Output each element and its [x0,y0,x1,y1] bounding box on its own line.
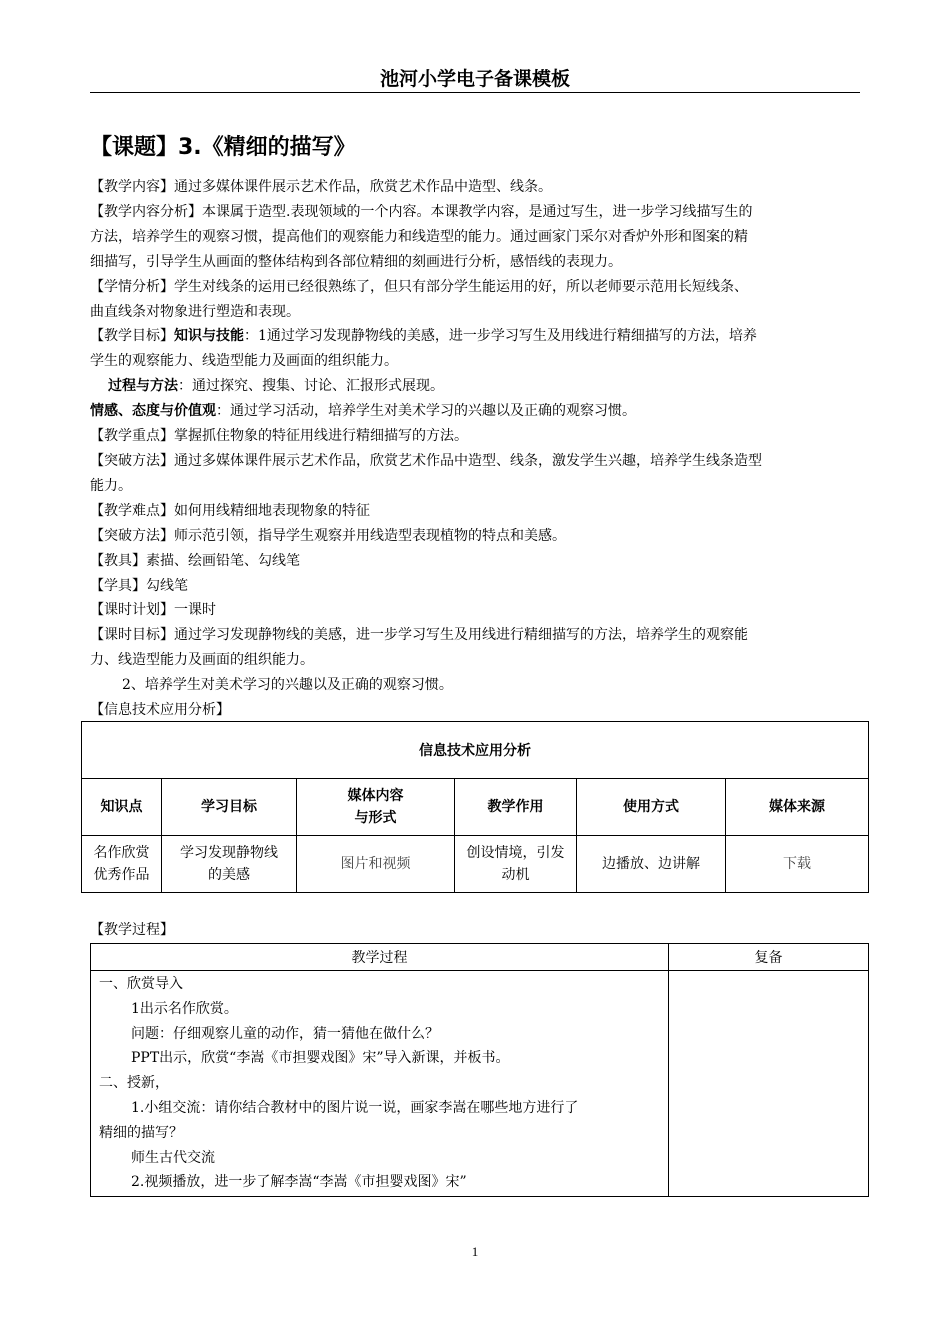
process-line: 精细的描写？ [99,1124,183,1141]
header-goal: 学习目标 [162,779,297,836]
breakthrough-method-line: 能力。 [90,477,132,494]
it-analysis-label: 【信息技术应用分析】 [90,702,230,719]
cell-role [455,836,577,893]
header-role: 教学作用 [455,779,577,836]
breakthrough-method-line: 【突破方法】通过多媒体课件展示艺术作品，欣赏艺术作品中造型、线条，激发学生兴趣，培养学生线条造型 [90,452,762,469]
header-source: 媒体来源 [726,779,869,836]
class-goal-line: 力、线造型能力及画面的组织能力。 [90,652,314,669]
class-goal-line: 【课时目标】通过学习发现静物线的美感，进一步学习写生及用线进行精细描写的方法，培养学生的观察能 [90,627,748,644]
content-analysis-line: 细描写，引导学生从画面的整体结构到各部位精细的刻画进行分析，感悟线的表现力。 [90,253,622,270]
header-media [297,779,455,836]
header-usage: 使用方式 [577,779,726,836]
process-table [90,943,869,1197]
lesson-title: 【课题】3.《精细的描写》 [90,135,356,160]
process-header-main: 教学过程 [91,944,669,971]
class-plan: 【课时计划】一课时 [90,602,216,619]
process-method-label: 过程与方法 [108,378,178,395]
process-label: 【教学过程】 [90,922,174,938]
page-number: 1 [471,1244,479,1259]
teaching-goal-line: 学生的观察能力、线造型能力及画面的组织能力。 [90,353,398,370]
process-line: 一、欣赏导入 [99,976,183,992]
process-line: 师生古代交流 [131,1149,215,1166]
cell-goal [162,836,297,893]
breakthrough-method-2: 【突破方法】师示范引领，指导学生观察并用线造型表现植物的特点和美感。 [90,527,566,544]
cell-goal-line1: 学习发现静物线 [180,845,278,861]
teaching-goal-line [90,324,865,349]
header-media-line1: 媒体内容 [347,788,404,804]
difficulty: 【教学难点】如何用线精细地表现物象的特征 [90,502,370,519]
process-line: 二、授新， [99,1075,169,1092]
process-line: PPT出示，欣赏“李嵩《市担婴戏图》宋”导入新课，并板书。 [131,1050,510,1067]
emotion-values-text: ：通过学习活动，培养学生对美术学习的兴趣以及正确的观察习惯。 [216,403,636,420]
lesson-content [90,175,865,723]
emotion-values-line [90,399,865,424]
cell-role-line2: 动机 [501,867,530,883]
cell-source: 下载 [726,836,869,893]
cell-role-line1: 创设情境，引发 [466,845,565,861]
student-tools: 【学具】勾线笔 [90,577,188,594]
header-title: 池河小学电子备课模板 [379,68,570,90]
process-line: 1出示名作欣赏。 [131,1000,238,1017]
cell-usage: 边播放、边讲解 [577,836,726,893]
process-method-line [90,374,865,399]
process-line: 2.视频播放，进一步了解李嵩“李嵩《市担婴戏图》宋” [131,1174,467,1191]
header-rule [90,92,860,93]
student-analysis-line: 【学情分析】学生对线条的运用已经很熟练了，但只有部分学生能运用的好，所以老师要示范用长短线条、 [90,278,748,295]
emotion-values-label: 情感、态度与价值观 [90,403,216,420]
cell-knowledge [82,836,162,893]
content-analysis-line: 【教学内容分析】本课属于造型.表现领域的一个内容。本课教学内容，是通过写生，进一步学习线描写生的 [90,203,753,220]
cell-knowledge-line1: 名作欣赏 [93,845,150,861]
header-media-line2: 与形式 [354,810,397,826]
cell-knowledge-line2: 优秀作品 [93,867,150,883]
student-analysis-line: 曲直线条对物象进行塑造和表现。 [90,303,300,320]
info-table-caption: 信息技术应用分析 [82,722,869,779]
key-point: 【教学重点】掌握抓住物象的特征用线进行精细描写的方法。 [90,428,468,445]
goal-prefix: 【教学目标】 [90,328,174,345]
info-tech-table [81,721,869,893]
cell-goal-line2: 的美感 [208,867,250,883]
teaching-content: 【教学内容】通过多媒体课件展示艺术作品，欣赏艺术作品中造型、线条。 [90,179,552,195]
cell-media: 图片和视频 [297,836,455,893]
process-body-cell [91,971,669,1197]
process-header-side: 复备 [669,944,869,971]
process-method-text: ：通过探究、搜集、讨论、汇报形式展现。 [178,378,444,395]
class-goal-line: 2、培养学生对美术学习的兴趣以及正确的观察习惯。 [122,677,453,694]
goal-knowledge-label: 知识与技能 [174,328,244,345]
header-knowledge: 知识点 [82,779,162,836]
process-line: 1.小组交流：请你结合教材中的图片说一说，画家李嵩在哪些地方进行了 [131,1099,579,1116]
goal-knowledge-text: ：1通过学习发现静物线的美感，进一步学习写生及用线进行精细描写的方法，培养 [244,328,757,345]
process-review-cell [669,971,869,1197]
teaching-tools: 【教具】素描、绘画铅笔、勾线笔 [90,552,300,569]
process-line: 问题：仔细观察儿童的动作，猜一猜他在做什么？ [131,1025,439,1042]
content-analysis-line: 方法，培养学生的观察习惯，提高他们的观察能力和线造型的能力。通过画家门采尔对香炉外形和图案的精 [90,228,748,245]
